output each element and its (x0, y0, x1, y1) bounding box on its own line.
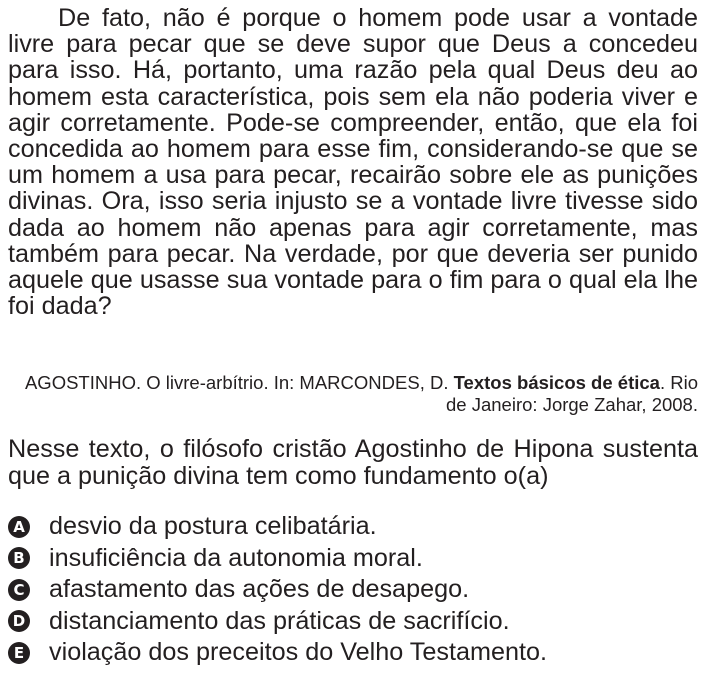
option-d[interactable] (8, 606, 698, 638)
option-a-badge-icon: A (8, 516, 30, 538)
option-b-text: insuficiência da autonomia moral. (49, 543, 423, 572)
question-stem: Nesse texto, o filósofo cristão Agostinho de Hipona sustenta que a punição divina tem como fundamento o(a) (8, 435, 698, 490)
citation (20, 372, 698, 416)
passage-text: De fato, não é porque o homem pode usar a vontade livre para pecar que se deve supor que Deus a concedeu para isso. Há, portanto, uma razão pela qual Deus deu ao homem esta característica, pois sem ela não poderia viver e agir corretamente. Pode-se compreender, então, que ela foi concedida ao homem para esse fim, considerando-se que se um homem a usa para pecar, recairão sobre ele as punições divinas. Ora, isso seria injusto se a vontade livre tivesse sido dada ao homem não apenas para agir corretamente, mas também para pecar. Na verdade, por que deveria ser punido aquele que usasse sua vontade para o fim para o qual ela lhe foi dada? (8, 4, 698, 321)
option-b[interactable] (8, 543, 698, 575)
option-b-badge-icon: B (8, 547, 30, 569)
option-d-text: distanciamento das práticas de sacrifício. (49, 606, 510, 635)
option-d-badge-icon: D (8, 610, 30, 632)
citation-suffix: . Rio de Janeiro: Jorge Zahar, 2008. (446, 372, 698, 415)
option-e[interactable] (8, 637, 698, 669)
option-e-badge-icon: E (8, 642, 30, 664)
option-a-text: desvio da postura celibatária. (49, 512, 377, 541)
option-c[interactable] (8, 574, 698, 606)
option-a[interactable] (8, 511, 698, 543)
option-c-text: afastamento das ações de desapego. (49, 575, 470, 604)
option-c-badge-icon: C (8, 579, 30, 601)
citation-prefix: AGOSTINHO. O livre-arbítrio. In: MARCONDES, D. (24, 372, 454, 393)
answer-options (8, 511, 698, 669)
citation-book-title: Textos básicos de ética (453, 372, 660, 393)
option-e-text: violação dos preceitos do Velho Testamento. (49, 638, 548, 667)
